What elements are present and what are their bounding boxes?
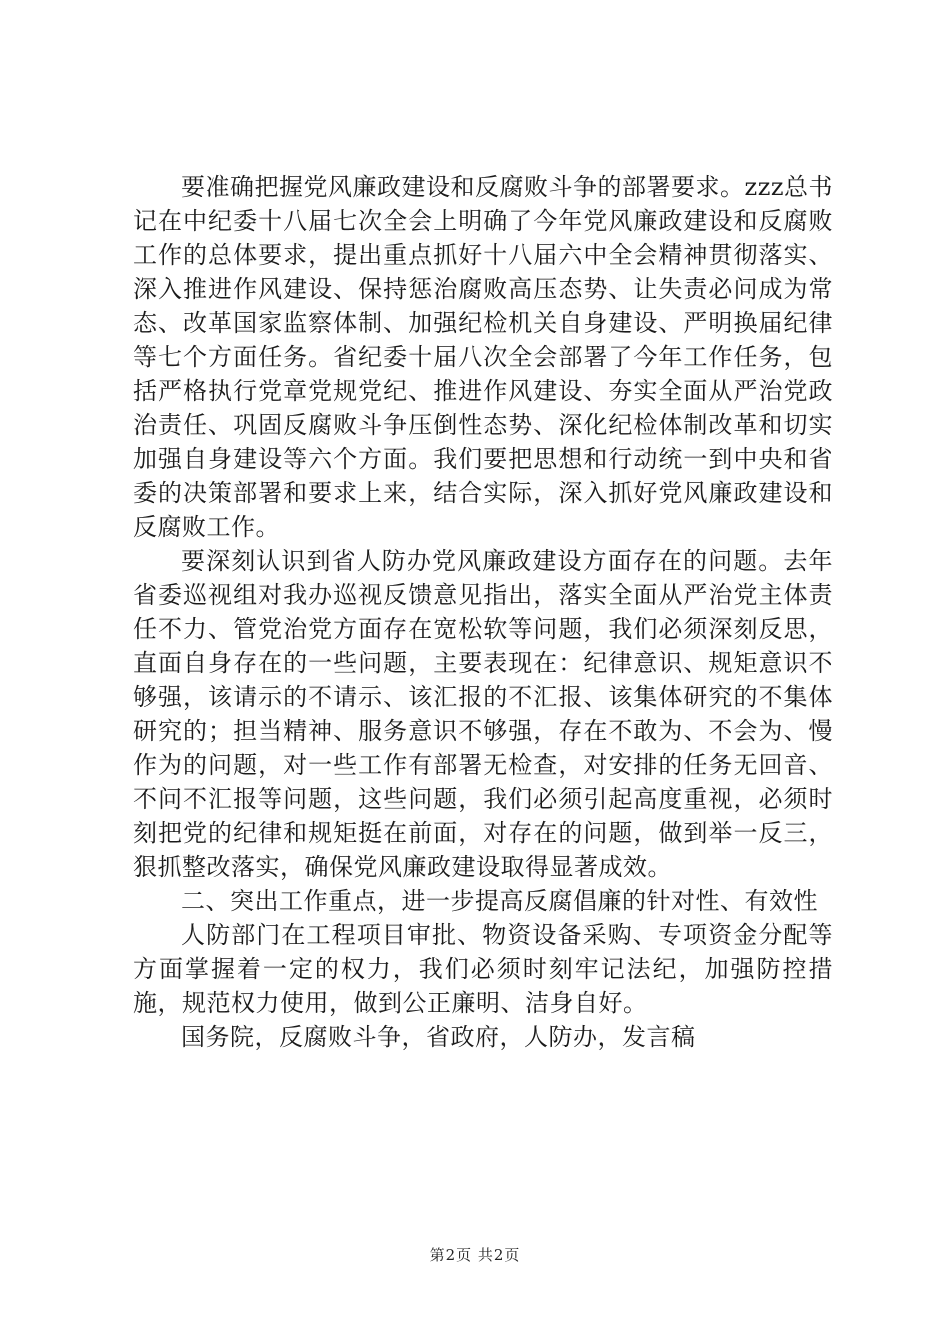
document-body (133, 170, 833, 1054)
page-footer: 第2页 共2页 (429, 1246, 521, 1264)
keywords-line: 国务院，反腐败斗争，省政府，人防办，发言稿 (181, 1023, 696, 1051)
paragraph-existing-problems: 要深刻认识到省人防办党风廉政建设方面存在的问题。去年省委巡视组对我办巡视反馈意见指出，落实全面从严治党主体责任不力、管党治党方面存在宽松软等问题，我们必须深刻反思，直面自身存在的一些问题，主要表现在：纪律意识、规矩意识不够强，该请示的不请示、该汇报的不汇报、该集体研究的不集体研究的；担当精神、服务意识不够强，存在不敢为、不会为、慢作为的问题，对一些工作有部署无检查，对安排的任务无回音、不问不汇报等问题，这些问题，我们必须引起高度重视，必须时刻把党的纪律和规矩挺在前面，对存在的问题，做到举一反三，狠抓整改落实，确保党风廉政建设取得显著成效。 (133, 547, 833, 881)
paragraph-power-control: 人防部门在工程项目审批、物资设备采购、专项资金分配等方面掌握着一定的权力，我们必须时刻牢记法纪，加强防控措施，规范权力使用，做到公正廉明、洁身自好。 (133, 921, 833, 1017)
section-heading: 二、突出工作重点，进一步提高反腐倡廉的针对性、有效性 (181, 887, 818, 915)
paragraph-deployment-requirements: 要准确把握党风廉政建设和反腐败斗争的部署要求。zzz总书记在中纪委十八届七次全会上明确了今年党风廉政建设和反腐败工作的总体要求，提出重点抓好十八届六中全会精神贯彻落实、深入推进作风建设、保持惩治腐败高压态势、让失责必问成为常态、改革国家监察体制、加强纪检机关自身建设、严明换届纪律等七个方面任务。省纪委十届八次全会部署了今年工作任务，包括严格执行党章党规党纪、推进作风建设、夯实全面从严治党政治责任、巩固反腐败斗争压倒性态势、深化纪检体制改革和切实加强自身建设等六个方面。我们要把思想和行动统一到中央和省委的决策部署和要求上来，结合实际，深入抓好党风廉政建设和反腐败工作。 (133, 173, 833, 541)
